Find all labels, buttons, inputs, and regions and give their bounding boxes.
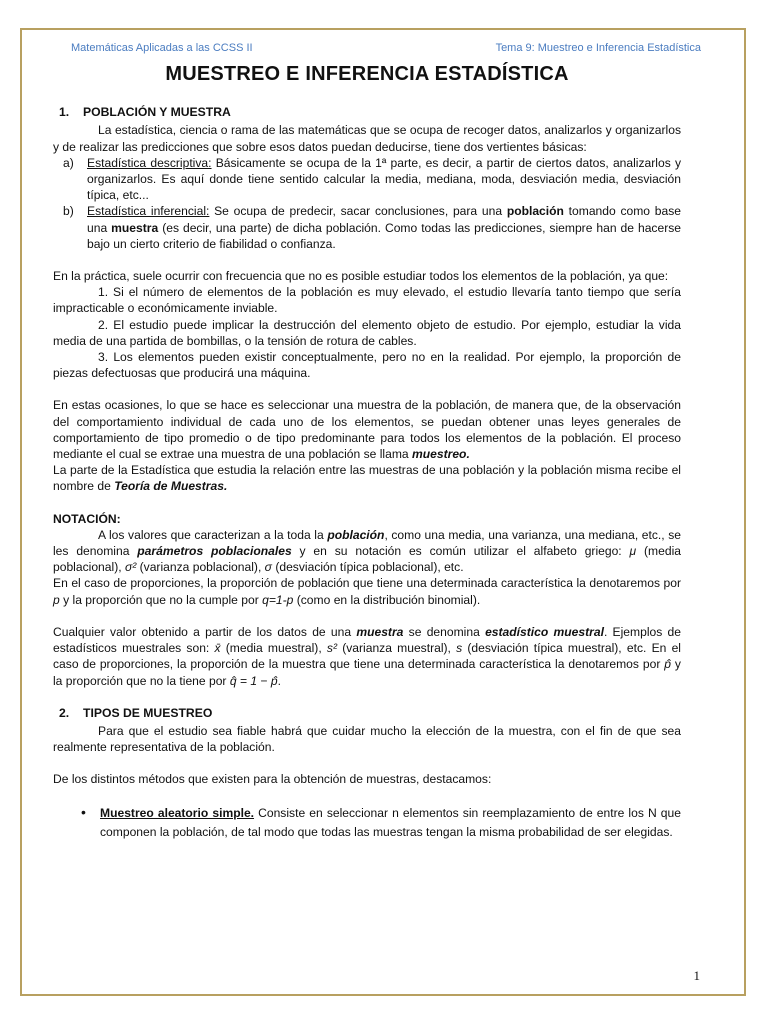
notacion-p1-t5: (varianza poblacional), <box>136 560 265 575</box>
notacion-paragraph-2 <box>53 575 681 607</box>
page-header <box>71 42 701 54</box>
notacion-heading: NOTACIÓN: <box>53 511 121 526</box>
list-item-a <box>53 155 681 204</box>
notacion-p1-t1: A los valores que caracterizan a la toda la <box>98 527 328 542</box>
bullet-text <box>100 804 681 842</box>
term-muestreo: muestreo. <box>412 447 470 462</box>
reason-1: 1. Si el número de elementos de la población es muy elevado, el estudio llevaría tanto tiempo que sería impracticable o económicamente inviable. <box>53 285 681 316</box>
notacion-p2-t1: En el caso de proporciones, la proporción de población que tiene una determinada característica la denotaremos por <box>53 576 681 591</box>
reason-2: 2. El estudio puede implicar la destrucción del elemento objeto de estudio. Por ejemplo, estudiar la vida media de una partida de bombillas, o la tensión de rotura de cables. <box>53 317 681 348</box>
term-parametros-poblacionales: parámetros poblacionales <box>137 544 292 559</box>
symbol-s: s <box>456 641 463 656</box>
section-2-number: 2. <box>59 705 70 720</box>
list-text-b <box>87 203 681 252</box>
notacion-p2-t2: y la proporción que no la cumple por <box>59 592 263 607</box>
list-item-b <box>53 203 681 252</box>
term-teoria-muestras: Teoría de Muestras. <box>114 479 228 494</box>
symbol-sigma-squared: σ² <box>124 560 137 575</box>
notacion-p1-t3: y en su notación es común utilizar el alfabeto griego: <box>291 544 630 559</box>
bullet-icon: • <box>81 803 86 820</box>
symbol-p: p <box>53 592 60 607</box>
list-text-a <box>87 155 681 204</box>
notacion-p3-t5: (varianza muestral), <box>337 641 457 656</box>
notacion-p3-t4: (media muestral), <box>220 641 327 656</box>
notacion-paragraph-3 <box>53 624 681 689</box>
bullet-description: Consiste en seleccionar n elementos sin reemplazamiento de entre los N que componen la población, de tal modo que todas las muestras tengan la misma probabilidad de ser elegidas. <box>100 805 681 839</box>
symbol-s-squared: s² <box>326 641 337 656</box>
document-body <box>53 63 681 842</box>
symbol-xbar: x̄ <box>214 641 221 656</box>
term-descriptiva: Estadística descriptiva: <box>87 155 212 170</box>
notacion-p2-t3: (como en la distribución binomial). <box>293 592 481 607</box>
text-inferencial-2: tomando como base una <box>87 204 681 235</box>
symbol-mu: μ <box>629 544 637 559</box>
section-1-title: POBLACIÓN Y MUESTRA <box>83 105 231 120</box>
page-number: 1 <box>693 968 700 983</box>
ocasiones-paragraph <box>53 397 681 462</box>
section-1-heading <box>53 104 681 120</box>
section-2-paragraph-1: Para que el estudio sea fiable habrá que cuidar mucho la elección de la muestra, con el fin de que sea realmente representativa de la población. <box>53 723 681 755</box>
symbol-q: q=1-p <box>262 592 294 607</box>
symbol-p-hat: p̂ <box>664 657 672 672</box>
notacion-p1-t4: (media poblacional), <box>53 544 681 575</box>
section-1-intro: La estadística, ciencia o rama de las matemáticas que se ocupa de recoger datos, analizarlos y organizarlos y de realizar las predicciones que sobre esos datos puedan deducirse, tiene dos vertientes básicas: <box>53 123 681 154</box>
notacion-p3-t3: . Ejemplos de estadísticos muestrales son: <box>53 624 681 656</box>
header-topic: Tema 9: Muestreo e Inferencia Estadística <box>495 42 701 54</box>
text-inferencial-3: (es decir, una parte) de dicha población. Como todas las predicciones, siempre han de hacerse bajo un cierto criterio de fiabilidad o confianza. <box>87 220 681 251</box>
list-marker-b: b) <box>63 204 74 219</box>
ocasiones-text: En estas ocasiones, lo que se hace es seleccionar una muestra de la población, de manera que, de la observación del comportamiento individual de cada uno de los elementos, se puedan obtener unas leyes generales de comportamiento de tipo promedio o de tipo predominante para todos los elementos de la población. El proceso mediante el cual se extrae una muestra de una población se llama <box>53 398 681 462</box>
list-marker-a: a) <box>63 155 74 170</box>
teoria-text: La parte de la Estadística que estudia la relación entre las muestras de una población y la población misma recibe el nombre de <box>53 463 681 494</box>
practica-paragraph: En la práctica, suele ocurrir con frecuencia que no es posible estudiar todos los elementos de la población, ya que: <box>53 269 669 284</box>
term-muestra-notacion: muestra <box>356 624 404 639</box>
text-inferencial-1: Se ocupa de predecir, sacar conclusiones, para una <box>209 204 507 219</box>
notacion-p3-t7: y la proporción que no la tiene por <box>53 657 681 688</box>
document-title: MUESTREO E INFERENCIA ESTADÍSTICA <box>165 63 569 85</box>
symbol-q-hat: q̂ = 1 − p̂ <box>229 673 278 688</box>
bullet-muestreo-aleatorio <box>53 804 681 842</box>
term-muestra: muestra <box>111 220 159 235</box>
notacion-p1-t2: , como una media, una varianza, una mediana, etc., se les denomina <box>53 527 681 559</box>
notacion-p3-t1: Cualquier valor obtenido a partir de los datos de una <box>53 624 357 639</box>
notacion-p1-t6: (desviación típica poblacional), etc. <box>271 560 464 575</box>
header-course: Matemáticas Aplicadas a las CCSS II <box>71 42 253 54</box>
notacion-p3-t2: se denomina <box>403 624 486 639</box>
term-inferencial: Estadística inferencial: <box>87 204 210 219</box>
symbol-sigma: σ <box>264 560 272 575</box>
term-muestreo-aleatorio-simple: Muestreo aleatorio simple. <box>100 805 255 820</box>
text-descriptiva: Básicamente se ocupa de la 1ª parte, es decir, a partir de ciertos datos, analizarlos y organizarlos. Es aquí donde tiene sentido calcular la media, mediana, moda, desviación media, desviación típica, etc... <box>87 155 681 203</box>
notacion-p3-t6: (desviación típica muestral), etc. En el caso de proporciones, la proporción de la muestra que tiene una determinada característica la denotaremos por <box>53 641 681 672</box>
notacion-p3-t8: . <box>277 673 281 688</box>
reason-3: 3. Los elementos pueden existir conceptualmente, pero no en la realidad. Por ejemplo, la proporción de piezas defectuosas que producirá una máquina. <box>53 350 681 381</box>
section-2-title: TIPOS DE MUESTREO <box>83 705 213 720</box>
term-estadistico-muestral: estadístico muestral <box>485 624 604 639</box>
section-2-heading <box>53 705 681 721</box>
section-2-paragraph-2: De los distintos métodos que existen para la obtención de muestras, destacamos: <box>53 772 492 787</box>
term-poblacion-notacion: población <box>327 527 385 542</box>
term-poblacion: población <box>506 204 564 219</box>
section-1-number: 1. <box>59 105 70 120</box>
teoria-paragraph <box>53 462 681 494</box>
notacion-paragraph-1 <box>53 527 681 576</box>
